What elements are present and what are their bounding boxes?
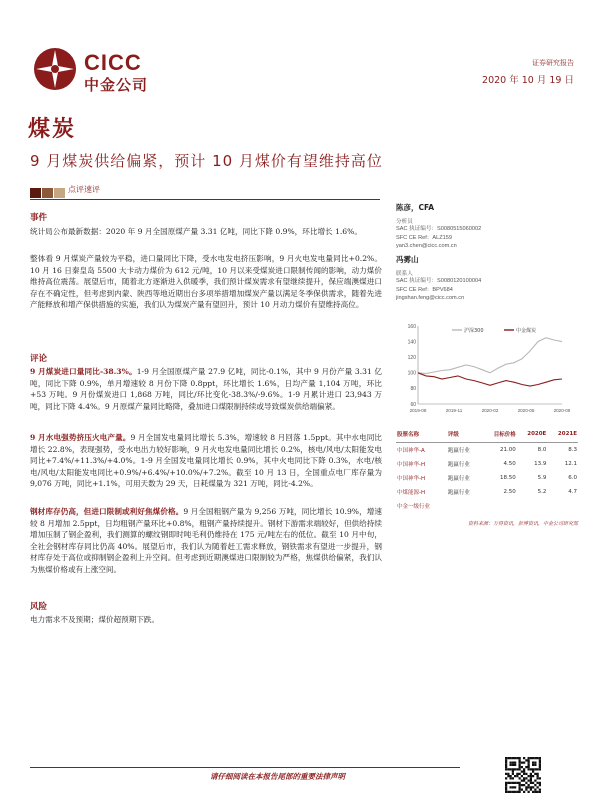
- cell-stock-name[interactable]: 中金一级行业: [397, 504, 431, 510]
- analyst-sac: SAC 执证编号：S0080515060002: [396, 226, 482, 232]
- comment-paragraph-2-lead: 9 月水电强势挤压火电产量。: [30, 433, 131, 442]
- cell-rating: 跑赢行业: [447, 462, 470, 468]
- y-tick-label: 120: [407, 355, 416, 361]
- tag-block-mid: [42, 188, 53, 198]
- comment-paragraph-1: [30, 366, 382, 412]
- cell-2021e: 6.0: [568, 475, 577, 481]
- x-tick-label: 2019-11: [445, 408, 463, 413]
- analyst-role: 分析员: [396, 219, 413, 225]
- risk-paragraph: 电力需求不及预期；煤价超预期下跌。: [30, 615, 160, 624]
- legend-label: 沪深300: [464, 328, 484, 334]
- brand-name-cn: 中金公司: [84, 76, 149, 94]
- analyst-role: 联系人: [396, 271, 413, 277]
- cell-target-price: 21.00: [499, 447, 516, 453]
- cell-stock-name[interactable]: 中国神华-H: [397, 476, 426, 482]
- analyst-sfc: SFC CE Ref：BPV684: [396, 286, 453, 293]
- event-paragraph-1: 统计局公布最新数据：2020 年 9 月全国原煤产量 3.31 亿吨，同比下降 0.9%，环比增长 1.6%。: [30, 227, 362, 236]
- index-performance-chart: [400, 318, 570, 418]
- table-row: [396, 485, 578, 499]
- cell-stock-name[interactable]: 中国神华-H: [397, 462, 426, 468]
- cell-stock-name[interactable]: 中煤能源-H: [397, 490, 426, 496]
- analyst-email[interactable]: yan3.chen@cicc.com.cn: [396, 243, 457, 250]
- cell-2020e: [517, 499, 548, 513]
- y-tick-label: 100: [407, 370, 416, 377]
- cell-2021e: [547, 499, 578, 513]
- comment-paragraph-3-lead: 钢材库存仍高，但进口限制或利好焦煤价格。: [30, 507, 184, 516]
- report-headline: 9 月煤炭供给偏紧，预计 10 月煤价有望维持高位: [30, 152, 383, 170]
- report-type: 证券研究报告: [532, 59, 574, 67]
- cell-target-price: 4.50: [503, 461, 516, 467]
- cell-target-price: [482, 499, 517, 513]
- y-tick-label: 60: [410, 401, 416, 408]
- col-header-2021e: 2021E: [547, 427, 578, 443]
- section-title-event: 事件: [30, 213, 48, 223]
- legend-label: 中金煤炭: [516, 328, 537, 334]
- y-tick-label: 80: [410, 386, 416, 393]
- series-line-1: [418, 373, 562, 386]
- table-row: [396, 499, 578, 513]
- analyst-sac: SAC 执证编号：S0080120100004: [396, 278, 482, 284]
- tag-block-light: [54, 188, 65, 198]
- brand-name-en: CICC: [84, 50, 142, 75]
- cicc-logo-mark-icon: [32, 46, 78, 92]
- x-tick-label: 2020-08: [553, 408, 570, 413]
- cell-2021e: 4.7: [568, 489, 577, 495]
- y-tick-label: 160: [407, 323, 416, 330]
- comment-paragraph-3-body: 9 月全国粗钢产量为 9,256 万吨，同比增长 10.9%，增速较 8 月增加 2.5ppt，日均粗钢产量环比+0.8%，粗钢产量持续提升。钢材下游需求端较好，但供给持续增加压制了钢企盈利，我们测算的螺纹钢即时吨毛利仍维持在 175 元/吨左右的低位。截至 10 月中旬，全社会钢材库存同比仍高 40%。展望后市，我们认为随着赶工需求释放，钢铁需求有望进一步提升，钢材库存处于高位或抑制钢企盈利上升空间。但考虑到近期澳煤进口限制较为严格，焦煤供给偏紧，我们认为焦煤价格或有上涨空间。: [30, 507, 382, 574]
- table-row: [396, 443, 578, 458]
- col-header-target: 目标价格: [482, 427, 517, 443]
- x-tick-label: 2020-02: [481, 408, 499, 413]
- cell-2020e: 13.9: [534, 461, 547, 467]
- sector-title: 煤炭: [28, 117, 77, 142]
- table-header-row: [396, 427, 578, 443]
- col-header-rating: 评级: [447, 427, 482, 443]
- cicc-logo: [32, 46, 172, 96]
- x-tick-label: 2020-05: [517, 408, 535, 413]
- report-tag: 点评速评: [68, 185, 100, 194]
- comment-paragraph-2-body: 9 月全国发电量同比增长 5.3%，增速较 8 月回落 1.5ppt。其中水电同比增长 22.8%，表现强势，受水电出力较好影响，9 月火电发电量同比增长 0.2%，核电/风电/太阳能发电同比+7.4%/+11.3%/+4.0%。1-9 月全国发电量同比增长 0.9%，其中火电同比下降 0.3%，水电/核电/风电/太阳能发电同比+0.9%/+6.4%/+10.0%/+7.2%。截至 10 月 13 日，全国重点电厂库存量为 9,076 万吨，同比+1.1%，可用天数为 29 天，日耗煤量为 321 万吨，同比-4.2%。: [30, 433, 382, 489]
- comment-paragraph-1-lead: 9 月煤炭进口量同比-38.3%。: [30, 367, 137, 376]
- analyst-email[interactable]: jingshan.feng@cicc.com.cn: [396, 295, 465, 302]
- analyst-name: 陈彦，CFA: [396, 203, 435, 212]
- series-line-0: [418, 338, 562, 374]
- comment-paragraph-1-body: 1-9 月全国原煤产量 27.9 亿吨，同比-0.1%，其中 9 月份产量 3.31 亿吨，同比下降 0.9%，单月增速较 8 月份下降 0.8ppt，环比增长 1.6%，日均产量 1,104 万吨，环比+53 万吨。9 月份煤炭进口 1,868 万吨，同比/环比变化-38.3%/-9.6%。1-9 月累计进口 23,943 万吨，同比下降 4.4%。9 月原煤产量同比略降，叠加进口煤限制持续或导致煤炭供给端偏紧。: [30, 367, 382, 411]
- footer-divider: [30, 767, 460, 768]
- section-title-comment: 评论: [30, 354, 48, 364]
- analyst-block-2: [396, 254, 481, 303]
- comment-paragraph-3: [30, 506, 382, 576]
- col-header-2020e: 2020E: [517, 427, 548, 443]
- event-paragraph-2: 整体看 9 月煤炭产量较为平稳，进口量同比下降，受水电发电挤压影响，9 月火电发电量同比+0.2%。10 月 16 日秦皇岛 5500 大卡动力煤价为 612 元/吨，10 月以来受煤炭进口限制传闻的影响，动力煤价维持高位震荡。展望后市，随着北方逐渐进入供暖季，我们预计煤炭需求有望继续提升，保应端澳煤进口存在不确定性，但考虑到内蒙、陕西等地近期出台多项举措增加煤炭产量以满足冬季保供需求，随着先进产能释放和增产保供措施的实施，我们认为煤炭产量有望回升，预计 10 月动力煤价有望维持高位。: [30, 254, 382, 310]
- cell-2020e: 8.0: [537, 447, 547, 453]
- cell-2020e: 5.9: [537, 475, 547, 481]
- cell-rating: 跑赢行业: [447, 448, 470, 454]
- table-row: [396, 471, 578, 485]
- tag-block-dark: [30, 188, 41, 198]
- cell-2021e: 12.1: [564, 461, 577, 467]
- source-note: 资料来源：万得资讯，彭博资讯，中金公司研究部: [467, 521, 578, 527]
- cell-target-price: 2.50: [503, 489, 516, 495]
- section-title-risk: 风险: [30, 602, 48, 612]
- divider: [30, 199, 380, 200]
- comment-paragraph-2: [30, 432, 382, 490]
- stock-rating-table: [396, 427, 578, 513]
- col-header-name: 股票名称: [396, 427, 447, 443]
- legal-notice: 请仔细阅读在本报告尾部的重要法律声明: [210, 772, 345, 781]
- analyst-block-1: [396, 202, 481, 251]
- cell-rating: [447, 499, 482, 513]
- cell-target-price: 18.50: [499, 475, 516, 481]
- analyst-sfc: SFC CE Ref：ALZ159: [396, 234, 452, 241]
- analyst-name: 冯雾山: [396, 255, 419, 264]
- cell-rating: 跑赢行业: [447, 490, 470, 496]
- report-date: 2020 年 10 月 19 日: [482, 75, 574, 86]
- table-row: [396, 457, 578, 471]
- cell-2021e: 8.3: [568, 447, 577, 453]
- cell-rating: 跑赢行业: [447, 476, 470, 482]
- y-tick-label: 140: [407, 339, 416, 346]
- cell-stock-name[interactable]: 中国神华-A: [397, 448, 425, 454]
- qr-code-icon: [505, 757, 541, 793]
- x-tick-label: 2019-08: [409, 408, 427, 413]
- cell-2020e: 5.2: [537, 489, 547, 495]
